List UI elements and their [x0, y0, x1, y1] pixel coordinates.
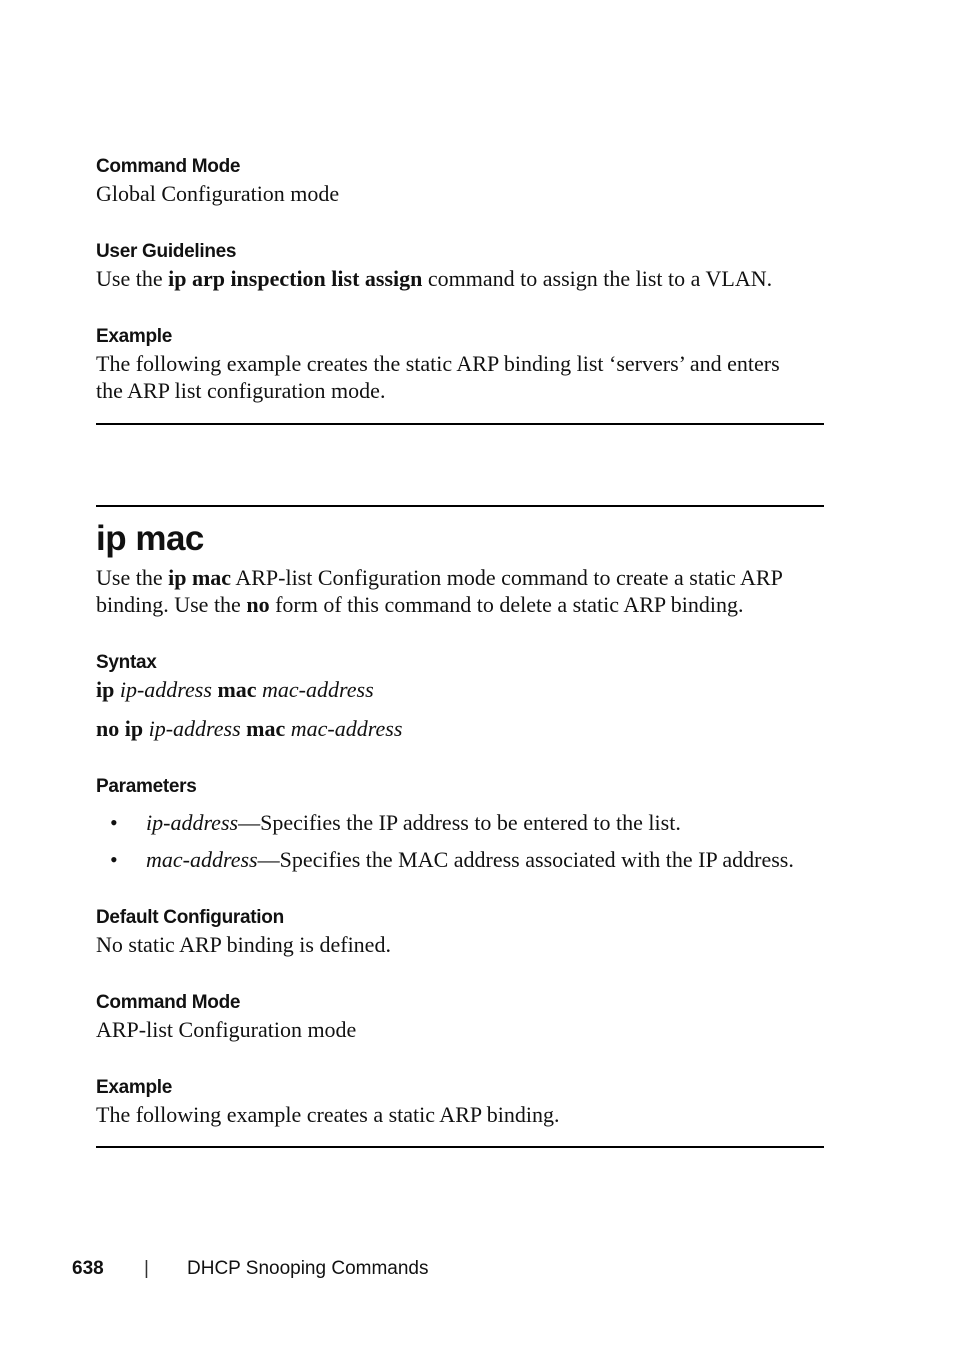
syntax-keyword: mac [240, 716, 291, 741]
default-configuration-text: No static ARP binding is defined. [96, 932, 391, 957]
user-guidelines-text [96, 265, 772, 292]
example-text-line-2: the ARP list configuration mode. [96, 378, 386, 403]
parameters-heading: Parameters [96, 776, 197, 797]
footer-separator: | [144, 1258, 149, 1279]
parameter-item [146, 809, 681, 836]
syntax-argument: mac-address [290, 716, 403, 741]
page-number: 638 [72, 1258, 104, 1279]
syntax-argument: mac-address [262, 677, 374, 702]
syntax-keyword: mac [211, 677, 263, 702]
syntax-line-1 [96, 676, 374, 703]
command-keyword: no [246, 592, 270, 617]
parameter-item [146, 846, 794, 873]
text-fragment: Use the [96, 266, 169, 291]
syntax-keyword: no ip [96, 716, 149, 741]
syntax-line-2 [96, 715, 402, 742]
text-fragment: ARP-list Configuration mode command to create a static ARP [231, 565, 783, 590]
parameter-description: —Specifies the IP address to be entered to the list. [238, 810, 681, 835]
section-start-rule [96, 505, 824, 507]
command-mode-text: ARP-list Configuration mode [96, 1017, 357, 1042]
command-mode-heading: Command Mode [96, 992, 241, 1013]
chapter-title: DHCP Snooping Commands [187, 1258, 429, 1279]
example-heading: Example [96, 326, 173, 347]
example-text-line-1: The following example creates the static ARP binding list ‘servers’ and enters [96, 351, 780, 376]
bullet-icon: • [110, 847, 118, 872]
section-end-rule [96, 423, 824, 425]
syntax-argument: ip-address [119, 677, 212, 702]
user-guidelines-heading: User Guidelines [96, 241, 237, 262]
intro-line-2 [96, 591, 744, 618]
page-title: ip mac [96, 519, 204, 558]
bullet-icon: • [110, 810, 118, 835]
text-fragment: Use the [96, 565, 169, 590]
parameter-name: mac-address [146, 847, 258, 872]
intro-line-1 [96, 564, 783, 591]
command-mode-text: Global Configuration mode [96, 181, 340, 206]
syntax-keyword: ip [96, 677, 120, 702]
example-heading: Example [96, 1077, 173, 1098]
syntax-argument: ip-address [148, 716, 241, 741]
text-fragment: binding. Use the [96, 592, 247, 617]
example-text: The following example creates a static ARP binding. [96, 1102, 560, 1127]
command-keyword: ip arp inspection list assign [168, 266, 423, 291]
default-configuration-heading: Default Configuration [96, 907, 284, 928]
command-keyword: ip mac [168, 565, 232, 590]
text-fragment: command to assign the list to a VLAN. [422, 266, 773, 291]
command-mode-heading: Command Mode [96, 156, 241, 177]
section-end-rule [96, 1146, 824, 1148]
parameter-description: —Specifies the MAC address associated with the IP address. [257, 847, 794, 872]
syntax-heading: Syntax [96, 652, 157, 673]
parameter-name: ip-address [146, 810, 239, 835]
text-fragment: form of this command to delete a static ARP binding. [269, 592, 744, 617]
